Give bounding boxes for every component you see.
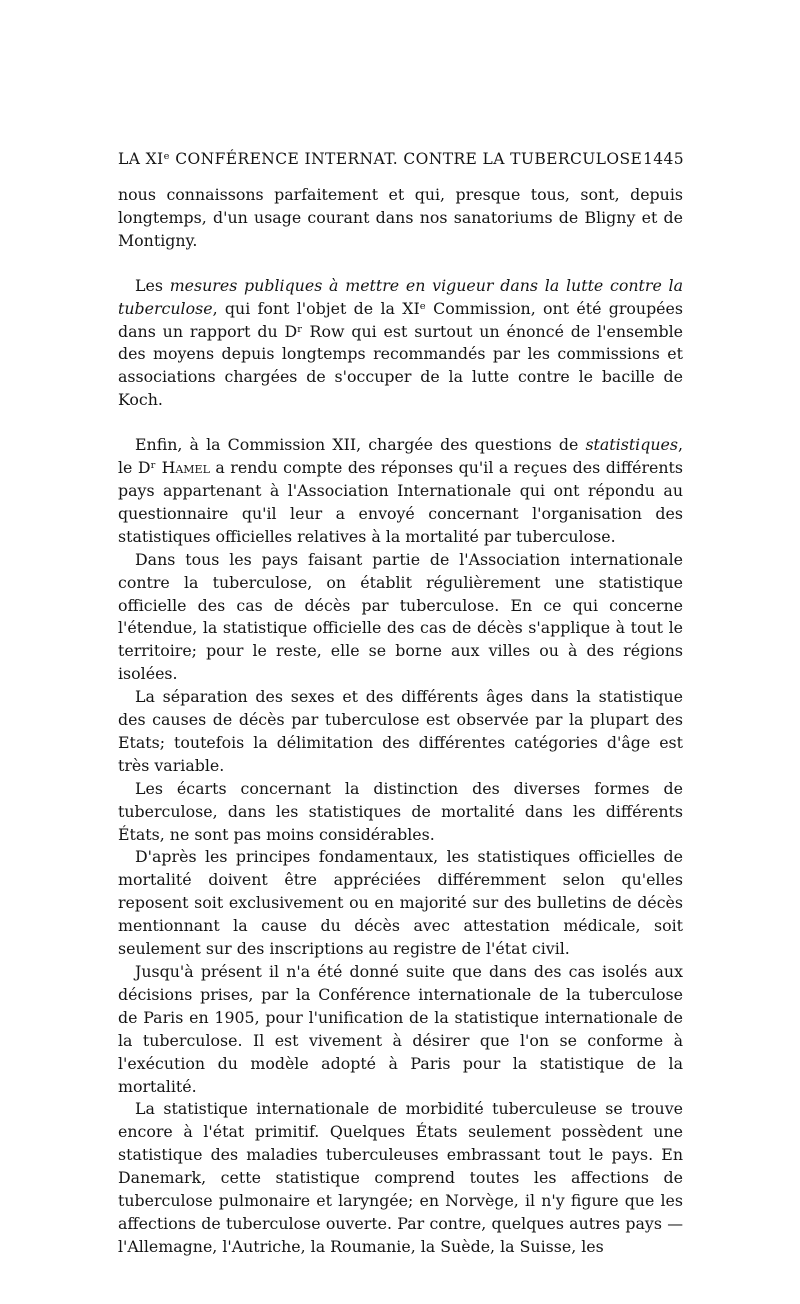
running-title: LA XIᵉ CONFÉRENCE INTERNAT. CONTRE LA TUBERCULOSE bbox=[118, 150, 643, 168]
paragraph-1: nous connaissons parfaitement et qui, presque tous, sont, depuis longtemps, d'un usage courant dans nos sanatoriums de Bligny et de Montigny. bbox=[118, 185, 683, 250]
paragraph-5: La séparation des sexes et des différents âges dans la statistique des causes de décès par tuberculose est observée par la plupart des Etats; toutefois la délimitation des différentes catégories d'âge est très variable. bbox=[118, 687, 683, 775]
paragraph-4: Dans tous les pays faisant partie de l'Association internationale contre la tuberculose, on établit régulièrement une statistique officielle des cas de décès par tuberculose. En ce qui concerne l'étendue, la statistique officielle des cas de décès s'applique à tout le territoire; pour le reste, elle se borne aux villes ou à des régions isolées. bbox=[118, 549, 683, 684]
paragraph-2-lead: Les bbox=[135, 275, 170, 295]
paragraph-6: Les écarts concernant la distinction des diverses formes de tuberculose, dans les statistiques de mortalité dans les différents États, ne sont pas moins considérables. bbox=[118, 778, 683, 844]
paragraph-3-rest: a rendu compte des réponses qu'il a reçues des différents pays appartenant à l'Association Internationale qui ont répondu au questionnaire qu'il leur a envoyé concernant l'organisation des statistiques officielles relatives à la mortalité par tuberculose. bbox=[118, 458, 684, 546]
paragraph-2 bbox=[118, 275, 683, 412]
body-text bbox=[118, 184, 683, 1259]
paragraph-3-italic-word: statistiques bbox=[585, 435, 678, 455]
author-name-hamel: Hamel bbox=[161, 458, 210, 478]
page-number: 1445 bbox=[642, 150, 684, 168]
paragraph-3-lead: Enfin, à la Commission XII, chargée des questions de bbox=[135, 435, 586, 455]
paragraph-3 bbox=[118, 434, 683, 549]
paragraph-gap bbox=[118, 253, 683, 275]
paragraph-2-italic-phrase: mesures publiques à mettre en vigueur dans la lutte contre la tuberculose bbox=[118, 275, 684, 318]
paragraph-7: D'après les principes fondamentaux, les statistiques officielles de mortalité doivent être appréciées différemment selon qu'elles reposent soit exclusivement ou en majorité sur des bulletins de décès mentionnant la cause du décès avec attestation médicale, soit seulement sur des inscriptions au registre de l'état civil. bbox=[118, 847, 683, 959]
paragraph-9: La statistique internationale de morbidité tuberculeuse se trouve encore à l'état primitif. Quelques États seulement possèdent une statistique des maladies tuberculeuses embrassant tout le pays. En Danemark, cette statistique comprend toutes les affections de tuberculose pulmonaire et laryngée; en Norvège, il n'y figure que les affections de tuberculose ouverte. Par contre, quelques autres pays — l'Allemagne, l'Autriche, la Roumanie, la Suède, la Suisse, les bbox=[118, 1099, 683, 1256]
paragraph-gap bbox=[118, 412, 683, 434]
paragraph-3-mid: , le Dʳ bbox=[118, 435, 683, 478]
paragraph-8: Jusqu'à présent il n'a été donné suite que dans des cas isolés aux décisions prises, par la Conférence internationale de la tuberculose de Paris en 1905, pour l'unification de la statistique internationale de la tuberculose. Il est vivement à désirer que l'on se conforme à l'exécution du modèle adopté à Paris pour la statistique de la mortalité. bbox=[118, 962, 683, 1096]
running-header bbox=[118, 150, 684, 168]
paragraph-2-rest: , qui font l'objet de la XIᵉ Commission, ont été groupées dans un rapport du Dʳ Row qui est surtout un énoncé de l'ensemble des moyens depuis longtemps recommandés par les commissions et associations chargées de s'occuper de la lutte contre le bacille de Koch. bbox=[118, 298, 683, 410]
